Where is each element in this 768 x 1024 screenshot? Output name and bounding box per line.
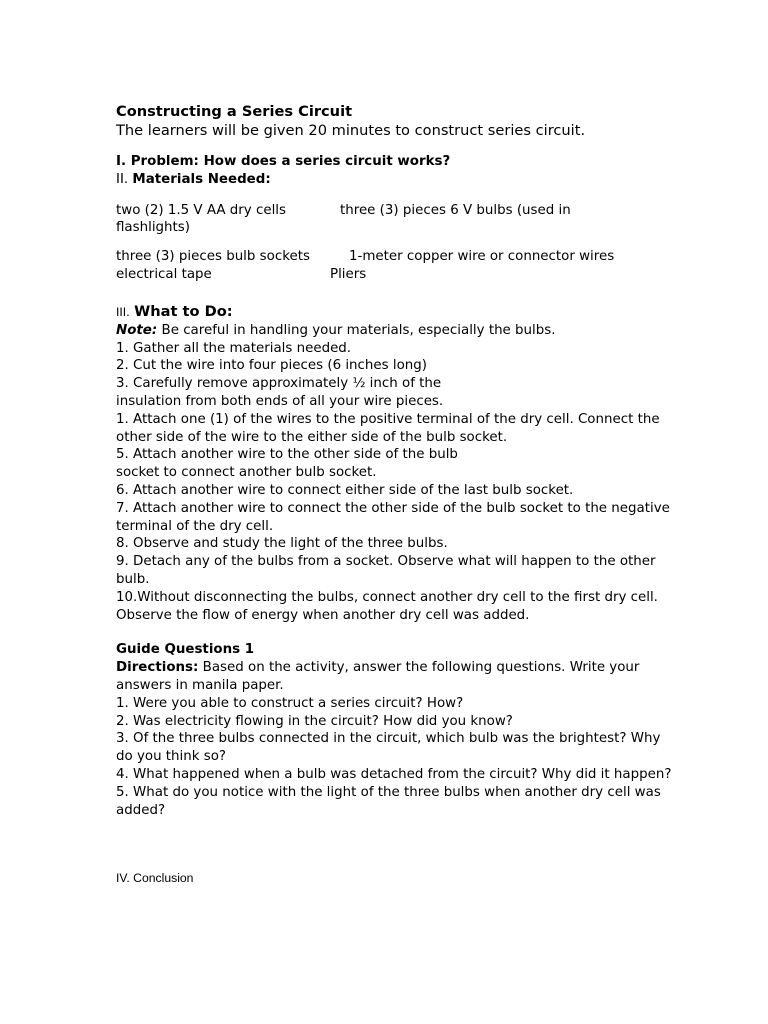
what-to-do-heading (116, 302, 676, 322)
guide-questions-heading: Guide Questions 1 (116, 642, 255, 658)
material-item: three (3) pieces bulb sockets (116, 249, 310, 265)
step-item: 2. Cut the wire into four pieces (6 inches long) (116, 358, 427, 374)
step-item: 10.Without disconnecting the bulbs, connect another dry cell to the first dry cell. Observe the flow of energy when another dry cell was added. (116, 589, 658, 623)
document-body (116, 103, 676, 819)
material-item: three (3) pieces 6 V bulbs (used in flashlights) (116, 202, 571, 236)
materials-row (116, 266, 676, 284)
step-item: 1. Gather all the materials needed. (116, 340, 352, 356)
step-item: 8. Observe and study the light of the three bulbs. (116, 536, 448, 552)
question-item: 2. Was electricity flowing in the circuit? How did you know? (116, 713, 513, 729)
materials-heading-text: Materials Needed: (132, 171, 271, 187)
question-item: 1. Were you able to construct a series circuit? How? (116, 695, 464, 711)
material-item: two (2) 1.5 V AA dry cells (116, 202, 286, 218)
note-line (116, 322, 676, 340)
materials-heading-number: II. (116, 171, 129, 187)
what-to-do-text: What to Do: (134, 302, 233, 320)
note-text: Be careful in handling your materials, especially the bulbs. (157, 322, 556, 338)
materials-row (116, 202, 616, 238)
step-item: 3. Carefully remove approximately ½ inch of the insulation from both ends of all your wire pieces. (116, 376, 444, 409)
step-item: 7. Attach another wire to connect the other side of the bulb socket to the negative terminal of the dry cell. (116, 500, 670, 534)
directions-text: Based on the activity, answer the following questions. Write your answers in manila paper. (116, 660, 640, 693)
material-item: Pliers (330, 266, 367, 282)
materials-row (116, 248, 676, 266)
directions-line (116, 659, 676, 695)
step-item: 6. Attach another wire to connect either side of the last bulb socket. (116, 482, 574, 498)
question-item: 4. What happened when a bulb was detached from the circuit? Why did it happen? (116, 766, 672, 782)
directions-label: Directions: (116, 660, 199, 676)
note-label: Note: (116, 322, 158, 338)
step-item: 1. Attach one (1) of the wires to the positive terminal of the dry cell. Connect the other side of the wire to the either side of the bulb socket. (116, 411, 660, 445)
problem-heading: I. Problem: How does a series circuit works? (116, 154, 451, 169)
step-item: 9. Detach any of the bulbs from a socket. Observe what will happen to the other bulb. (116, 554, 656, 587)
conclusion-heading: IV. Conclusion (116, 871, 194, 885)
step-item: 5. Attach another wire to the other side of the bulb socket to connect another bulb socket. (116, 447, 458, 481)
document-subtitle: The learners will be given 20 minutes to construct series circuit. (116, 122, 586, 139)
question-item: 3. Of the three bulbs connected in the circuit, which bulb was the brightest? Why do you think so? (116, 731, 661, 765)
document-title: Constructing a Series Circuit (116, 103, 353, 120)
material-item: 1-meter copper wire or connector wires (349, 249, 615, 265)
what-to-do-number: III. (116, 304, 130, 319)
question-item: 5. What do you notice with the light of the three bulbs when another dry cell was added? (116, 784, 661, 818)
material-item: electrical tape (116, 266, 212, 282)
materials-heading (116, 171, 676, 189)
